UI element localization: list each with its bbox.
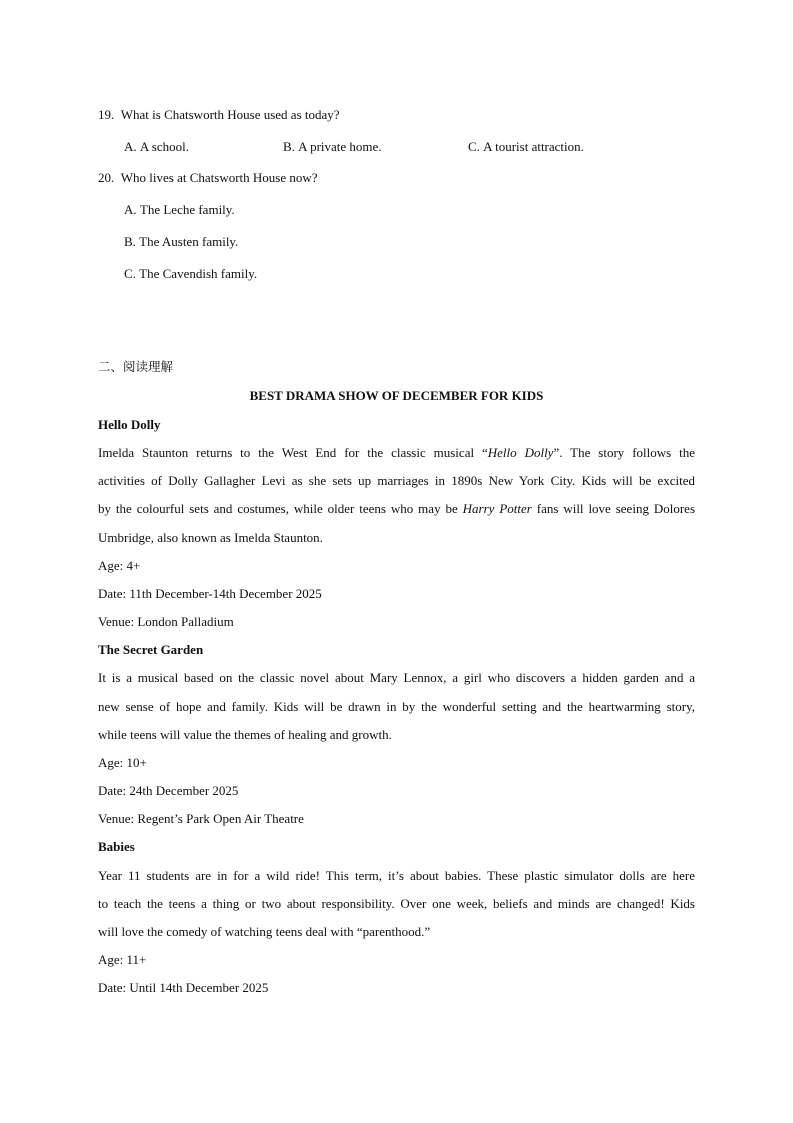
question-number: 20.: [98, 170, 115, 185]
option-letter: B.: [283, 139, 295, 154]
question-20-option-b: [124, 234, 238, 250]
paragraph-line: new sense of hope and family. Kids will be drawn in by the wonderful setting and the heartwarming story,: [98, 699, 695, 714]
show-date: Date: 11th December-14th December 2025: [98, 586, 322, 601]
paragraph-line: by the colourful sets and costumes, while older teens who may be Harry Potter fans will love seeing Dolores: [98, 501, 696, 516]
question-number: 19.: [98, 107, 115, 122]
show-title-secret-garden: The Secret Garden: [98, 642, 204, 657]
question-19-option-a: [124, 139, 189, 155]
option-letter: A.: [124, 202, 137, 217]
show-venue: Venue: London Palladium: [98, 614, 234, 629]
paragraph-line: Year 11 students are in for a wild ride! This term, it’s about babies. These plastic simulator dolls are here: [98, 868, 695, 883]
section-heading: 二、阅读理解: [98, 359, 174, 374]
show-title-hello-dolly: Hello Dolly: [98, 417, 161, 432]
question-20: [98, 170, 318, 186]
question-20-option-a: [124, 202, 235, 218]
option-text: The Cavendish family.: [139, 266, 258, 281]
option-letter: B.: [124, 234, 136, 249]
paragraph-line: to teach the teens a thing or two about responsibility. Over one week, beliefs and minds are changed! Kids: [98, 896, 695, 911]
paragraph-line: It is a musical based on the classic novel about Mary Lennox, a girl who discovers a hidden garden and a: [98, 670, 695, 685]
paragraph-line: activities of Dolly Gallagher Levi as she sets up marriages in 1890s New York City. Kids will be excited: [98, 473, 695, 488]
show-age: Age: 4+: [98, 558, 141, 573]
question-19-option-c: [468, 139, 584, 155]
paragraph-line: will love the comedy of watching teens deal with “parenthood.”: [98, 924, 431, 939]
option-text: The Austen family.: [139, 234, 239, 249]
paragraph-line: Imelda Staunton returns to the West End for the classic musical “Hello Dolly”. The story follows the: [98, 445, 695, 460]
show-age: Age: 11+: [98, 952, 147, 967]
option-letter: A.: [124, 139, 137, 154]
show-date: Date: Until 14th December 2025: [98, 980, 269, 995]
paragraph-line: while teens will value the themes of healing and growth.: [98, 727, 392, 742]
question-text: What is Chatsworth House used as today?: [120, 107, 340, 122]
show-venue: Venue: Regent’s Park Open Air Theatre: [98, 811, 304, 826]
question-text: Who lives at Chatsworth House now?: [120, 170, 318, 185]
show-age: Age: 10+: [98, 755, 147, 770]
show-date: Date: 24th December 2025: [98, 783, 239, 798]
paragraph-line: Umbridge, also known as Imelda Staunton.: [98, 530, 323, 545]
option-text: A school.: [139, 139, 190, 154]
option-text: The Leche family.: [139, 202, 235, 217]
option-letter: C.: [468, 139, 480, 154]
show-title-babies: Babies: [98, 839, 135, 854]
question-20-option-c: [124, 266, 257, 282]
option-text: A tourist attraction.: [483, 139, 584, 154]
question-19-option-b: [283, 139, 382, 155]
question-19: [98, 107, 340, 123]
option-letter: C.: [124, 266, 136, 281]
article-title: BEST DRAMA SHOW OF DECEMBER FOR KIDS: [249, 388, 544, 403]
option-text: A private home.: [298, 139, 382, 154]
